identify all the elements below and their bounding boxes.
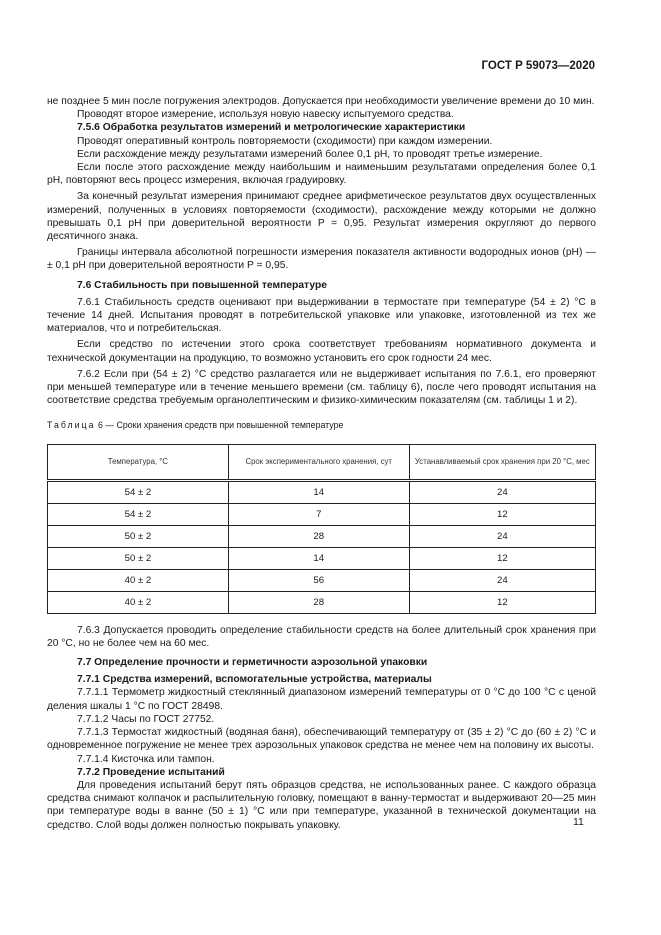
cell: 54 ± 2 (48, 480, 229, 503)
page-number: 11 (573, 816, 584, 828)
cell: 24 (409, 569, 595, 591)
document-id-header: ГОСТ Р 59073—2020 (481, 60, 595, 72)
cell: 14 (228, 480, 409, 503)
cell: 24 (409, 525, 595, 547)
table-caption (47, 419, 596, 432)
paragraph: не позднее 5 мин после погружения электродов. Допускается при необходимости увеличение времени до 10 мин. (47, 96, 595, 107)
paragraph: 7.7.1.4 Кисточка или тампон. (77, 753, 215, 765)
paragraph: 7.7.1.3 Термостат жидкостный (водяная баня), обеспечивающий температуру от (35 ± 2) °С до (60 ± 2) °С и одновременное погружение не менее трех аэрозольных упаковок средства не менее чем на половину их высоты. (47, 727, 596, 752)
table-row (48, 503, 596, 525)
cell: 50 ± 2 (48, 547, 229, 569)
paragraph: Если после этого расхождение между наибольшим и наименьшим результатами определения более 0,1 pH, повторяют весь процесс измерения, включая градуировку. (47, 162, 596, 187)
paragraph: Если расхождение между результатами измерений более 0,1 pH, то проводят третье измерение. (77, 148, 543, 160)
paragraph: Если средство по истечении этого срока соответствует требованиям нормативного документа и технической документации на продукцию, то возможно установить его срок годности 24 мес. (47, 339, 596, 364)
column-header-experimental-term: Срок экспериментального хранения, сут (228, 444, 409, 480)
cell: 54 ± 2 (48, 503, 229, 525)
cell: 28 (228, 525, 409, 547)
section-heading-7-7: 7.7 Определение прочности и герметичности аэрозольной упаковки (77, 657, 428, 669)
column-header-temperature: Температура, °С (48, 444, 229, 480)
section-heading-7-5-6: 7.5.6 Обработка результатов измерений и метрологические характеристики (77, 122, 466, 134)
paragraph: Для проведения испытаний берут пять образцов средства, не использованных ранее. С каждого образца средства снимают колпачок и распылительную головку, помещают в ванну-термостат и выдерживают 20—25 мин при температуре воды в ванне (50 ± 1) °С или при температуре, указанной в технической документации на средство. Слой воды должен полностью покрывать упаковку. (47, 779, 596, 831)
table-row (48, 525, 596, 547)
section-heading-7-6: 7.6 Стабильность при повышенной температуре (77, 279, 327, 291)
paragraph: 7.7.1.1 Термометр жидкостный стеклянный диапазоном измерений температуры от 0 °С до 100 °С с ценой деления шкалы 1 °С по ГОСТ 28498. (47, 687, 596, 712)
paragraph: За конечный результат измерения принимают среднее арифметическое результатов двух осуществленных измерений, полученных в условиях повторяемости (сходимости), расхождение между которыми не должно превышать 0,1 pH при доверительной вероятности P = 0,95. Результат измерения округляют до первого десятичного знака. (47, 191, 596, 243)
cell: 56 (228, 569, 409, 591)
paragraph: 7.7.1.2 Часы по ГОСТ 27752. (77, 713, 215, 725)
cell: 7 (228, 503, 409, 525)
paragraph: 7.6.3 Допускается проводить определение стабильности средств на более длительный срок хранения при 20 °С, но не более чем на 60 мес. (47, 624, 596, 649)
cell: 40 ± 2 (48, 591, 229, 613)
section-heading-7-7-2: 7.7.2 Проведение испытаний (77, 766, 225, 778)
table-caption-label: Таблица (47, 420, 96, 431)
paragraph: 7.6.2 Если при (54 ± 2) °С средство разлагается или не выдерживает испытания по 7.6.1, его проверяют при меньшей температуре или в течение меньшего времени (см. таблицу 6), после чего проводят испытания на соответствие средства требуемым органолептическим и физико-химическим показателям (см. таблицы 1 и 2). (47, 368, 596, 407)
table-row (48, 569, 596, 591)
paragraph: Проводят оперативный контроль повторяемости (сходимости) при каждом измерении. (77, 135, 493, 147)
paragraph: Проводят второе измерение, используя новую навеску испытуемого средства. (77, 109, 454, 121)
cell: 28 (228, 591, 409, 613)
table-row (48, 547, 596, 569)
section-heading-7-7-1: 7.7.1 Средства измерений, вспомогательные устройства, материалы (77, 674, 432, 686)
cell: 12 (409, 503, 595, 525)
cell: 12 (409, 591, 595, 613)
cell: 24 (409, 480, 595, 503)
column-header-shelf-life: Устанавливаемый срок хранения при 20 °С, мес (409, 444, 595, 480)
paragraph: Границы интервала абсолютной погрешности измерения показателя активности водородных ионов (pH) — ± 0,1 pH при доверительной вероятности P = 0,95. (47, 247, 596, 272)
cell: 50 ± 2 (48, 525, 229, 547)
table-header-row (48, 444, 596, 480)
table-caption-text: 6 — Сроки хранения средств при повышенной температуре (97, 420, 344, 431)
storage-table (47, 444, 596, 614)
table-row (48, 480, 596, 503)
table-row (48, 591, 596, 613)
cell: 12 (409, 547, 595, 569)
cell: 14 (228, 547, 409, 569)
paragraph: 7.6.1 Стабильность средств оценивают при выдерживании в термостате при температуре (54 ± 2) °С в течение 14 дней. Испытания проводят в потребительской упаковке или упаковке, изготовленной из тех же материалов, что и потребительская. (47, 296, 596, 335)
page-body (47, 95, 596, 832)
cell: 40 ± 2 (48, 569, 229, 591)
